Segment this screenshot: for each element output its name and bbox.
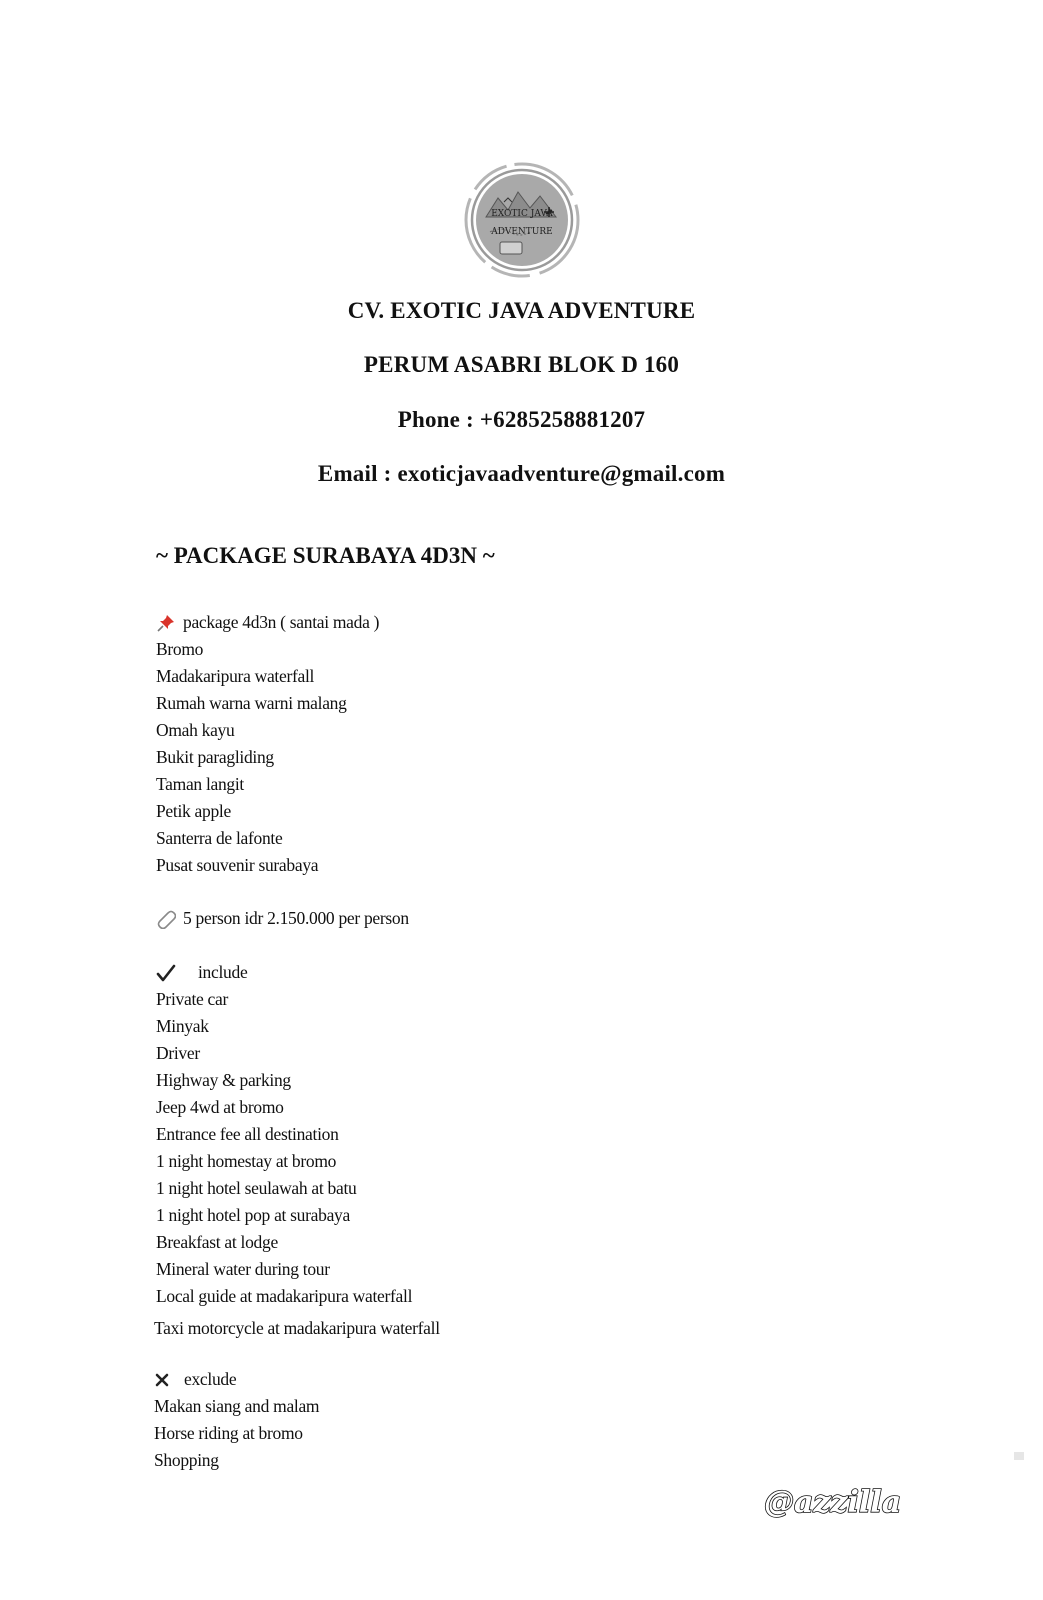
include-item: 1 night hotel seulawah at batu	[156, 1178, 357, 1198]
itinerary-item: Omah kayu	[156, 720, 235, 740]
itinerary-item: Taman langit	[156, 774, 244, 794]
logo-text-line1: EXOTIC JAVA	[491, 209, 553, 219]
itinerary-item: Rumah warna warni malang	[156, 693, 347, 713]
include-item: Mineral water during tour	[156, 1259, 330, 1279]
include-heading-row	[156, 959, 440, 986]
exclude-heading-row	[154, 1366, 319, 1393]
include-item: Entrance fee all destination	[156, 1124, 339, 1144]
package-title: ~ PACKAGE SURABAYA 4D3N ~	[156, 543, 495, 568]
corner-mark	[1014, 1452, 1024, 1460]
itinerary-heading: package 4d3n ( santai mada )	[183, 612, 380, 632]
include-item: Minyak	[156, 1016, 209, 1036]
company-name: CV. EXOTIC JAVA ADVENTURE	[347, 298, 696, 323]
company-logo	[464, 162, 580, 278]
include-item: 1 night homestay at bromo	[156, 1151, 337, 1171]
include-item: Local guide at madakaripura waterfall	[156, 1286, 413, 1306]
include-item: Highway & parking	[156, 1070, 291, 1090]
signature-text: @azzilla	[764, 1485, 902, 1520]
itinerary-section	[156, 609, 379, 879]
price-row	[156, 905, 409, 932]
include-item: Driver	[156, 1043, 200, 1063]
price-text: 5 person idr 2.150.000 per person	[183, 908, 409, 928]
paperclip-icon	[156, 909, 176, 929]
exclude-item: Horse riding at bromo	[154, 1423, 303, 1443]
pushpin-icon	[156, 613, 176, 633]
company-address: PERUM ASABRI BLOK D 160	[363, 352, 680, 377]
exclude-item: Makan siang and malam	[154, 1396, 320, 1416]
itinerary-item: Pusat souvenir surabaya	[156, 855, 319, 875]
checkmark-icon	[156, 963, 176, 983]
itinerary-item: Petik apple	[156, 801, 231, 821]
price-section	[156, 905, 409, 932]
exclude-heading: exclude	[184, 1369, 237, 1389]
company-phone: Phone : +6285258881207	[397, 407, 646, 432]
include-item: Breakfast at lodge	[156, 1232, 278, 1252]
itinerary-item: Santerra de lafonte	[156, 828, 283, 848]
include-section	[156, 959, 440, 1342]
include-heading: include	[198, 962, 248, 982]
include-item: Taxi motorcycle at madakaripura waterfall	[154, 1318, 440, 1338]
itinerary-item: Bromo	[156, 639, 204, 659]
logo-text-line2: ADVENTURE	[491, 227, 553, 237]
signature-watermark	[760, 1478, 925, 1524]
cross-icon	[154, 1370, 170, 1390]
itinerary-item: Bukit paragliding	[156, 747, 274, 767]
include-item: Jeep 4wd at bromo	[156, 1097, 284, 1117]
include-item: Private car	[156, 989, 229, 1009]
company-email: Email : exoticjavaadventure@gmail.com	[317, 461, 726, 486]
exclude-item: Shopping	[154, 1450, 219, 1470]
include-item: 1 night hotel pop at surabaya	[156, 1205, 350, 1225]
itinerary-heading-row	[156, 609, 379, 636]
itinerary-item: Madakaripura waterfall	[156, 666, 315, 686]
exclude-section	[154, 1366, 319, 1474]
